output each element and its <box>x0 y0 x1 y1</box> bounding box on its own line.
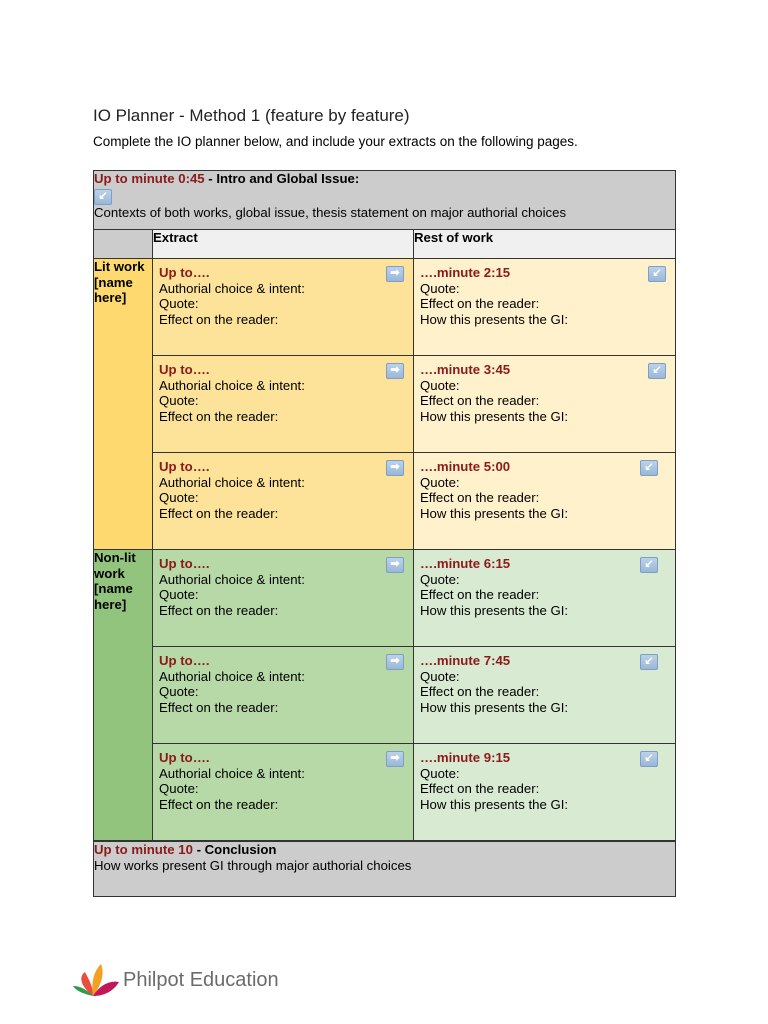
minute-label: ….minute 6:15 <box>420 556 511 571</box>
arrow-down-left-icon: ↙ <box>648 363 666 379</box>
arrow-down-left-icon: ↙ <box>640 654 658 670</box>
intro-text: Complete the IO planner below, and include your extracts on the following pages. <box>93 134 578 149</box>
intro-section-row <box>94 171 676 230</box>
extract-cell: Up to…. ➡ Authorial choice & intent: Quote: Effect on the reader: <box>153 647 414 744</box>
extract-cell: Up to…. ➡ Authorial choice & intent: Quote: Effect on the reader: <box>153 259 414 356</box>
blank-header-cell <box>94 230 153 259</box>
extract-cell: Up to…. ➡ Authorial choice & intent: Quote: Effect on the reader: <box>153 550 414 647</box>
conclusion-row <box>94 841 676 897</box>
conclusion-cell: Up to minute 10 - Conclusion How works present GI through major authorial choices <box>94 841 676 897</box>
intro-section-cell: Up to minute 0:45 - Intro and Global Issue: ↙ Contexts of both works, global issue, thesis statement on major authorial choices <box>94 171 676 230</box>
arrow-right-icon: ➡ <box>386 751 404 767</box>
table-row <box>94 259 676 356</box>
arrow-right-icon: ➡ <box>386 266 404 282</box>
rest-cell: ….minute 3:45 ↙ Quote: Effect on the reader: How this presents the GI: <box>414 356 676 453</box>
table-row <box>94 550 676 647</box>
minute-label: ….minute 5:00 <box>420 459 511 474</box>
arrow-right-icon: ➡ <box>386 363 404 379</box>
arrow-right-icon: ➡ <box>386 557 404 573</box>
nonlit-work-label: Non-lit work [name here] <box>94 550 153 842</box>
intro-body: Contexts of both works, global issue, thesis statement on major authorial choices <box>94 204 567 220</box>
extract-cell: Up to…. ➡ Authorial choice & intent: Quote: Effect on the reader: <box>153 356 414 453</box>
minute-label: ….minute 2:15 <box>420 265 511 280</box>
arrow-down-left-icon: ↙ <box>640 751 658 767</box>
intro-time: Up to minute 0:45 <box>94 171 205 186</box>
table-row <box>94 453 676 550</box>
arrow-down-left-icon: ↙ <box>640 557 658 573</box>
rest-cell: ….minute 6:15 ↙ Quote: Effect on the reader: How this presents the GI: <box>414 550 676 647</box>
arrow-right-icon: ➡ <box>386 654 404 670</box>
table-row <box>94 356 676 453</box>
lit-work-label: Lit work [name here] <box>94 259 153 550</box>
intro-title: Intro and Global Issue: <box>216 171 360 186</box>
minute-label: ….minute 7:45 <box>420 653 511 668</box>
rest-header: Rest of work <box>414 230 676 259</box>
extract-header: Extract <box>153 230 414 259</box>
arrow-down-left-icon: ↙ <box>648 266 666 282</box>
minute-label: ….minute 3:45 <box>420 362 511 377</box>
arrow-right-icon: ➡ <box>386 460 404 476</box>
flower-logo-icon <box>73 962 123 998</box>
minute-label: ….minute 9:15 <box>420 750 511 765</box>
rest-cell: ….minute 2:15 ↙ Quote: Effect on the reader: How this presents the GI: <box>414 259 676 356</box>
page-title: IO Planner - Method 1 (feature by feature) <box>93 106 410 125</box>
extract-cell: Up to…. ➡ Authorial choice & intent: Quote: Effect on the reader: <box>153 453 414 550</box>
table-row <box>94 647 676 744</box>
arrow-down-left-icon: ↙ <box>640 460 658 476</box>
arrow-down-left-icon: ↙ <box>94 189 112 205</box>
rest-cell: ….minute 7:45 ↙ Quote: Effect on the reader: How this presents the GI: <box>414 647 676 744</box>
conclusion-body: How works present GI through major authorial choices <box>94 857 412 873</box>
column-header-row <box>94 230 676 259</box>
conclusion-title: Conclusion <box>204 842 277 857</box>
conclusion-time: Up to minute 10 <box>94 842 193 857</box>
rest-cell: ….minute 5:00 ↙ Quote: Effect on the reader: How this presents the GI: <box>414 453 676 550</box>
logo-text: Philpot Education <box>123 969 279 991</box>
table-row <box>94 744 676 842</box>
io-planner-table <box>93 170 676 897</box>
extract-cell: Up to…. ➡ Authorial choice & intent: Quote: Effect on the reader: <box>153 744 414 842</box>
rest-cell: ….minute 9:15 ↙ Quote: Effect on the reader: How this presents the GI: <box>414 744 676 842</box>
